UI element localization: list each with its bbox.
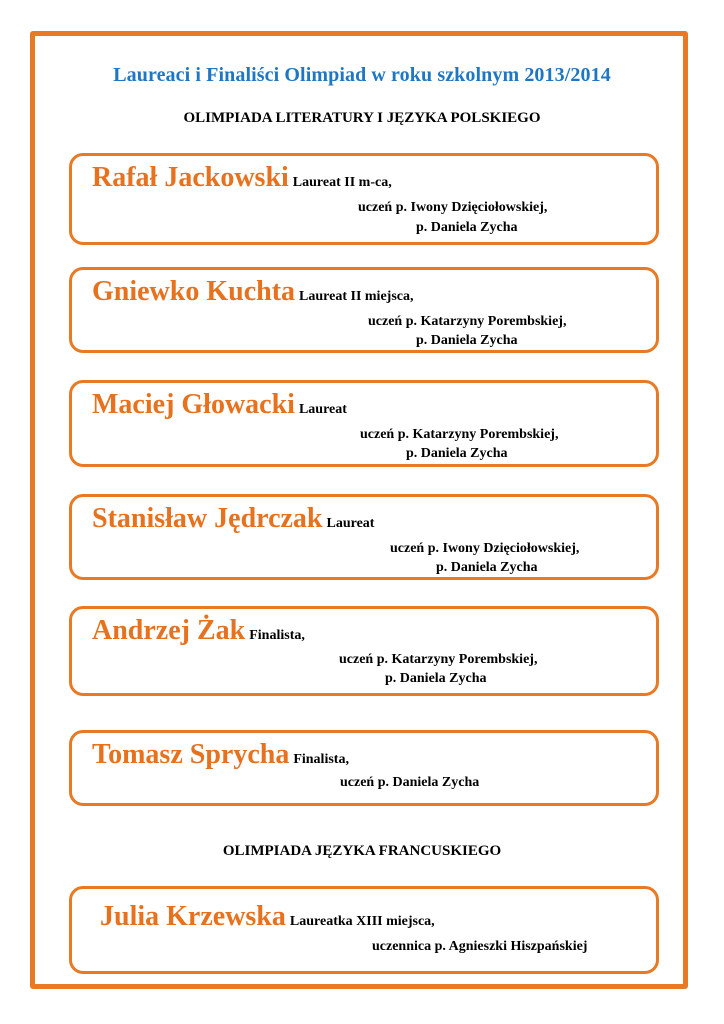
student-name: Tomasz Sprycha: [92, 739, 290, 770]
student-name: Stanisław Jędrczak: [92, 503, 323, 534]
award-label: Laureat: [298, 402, 347, 417]
award-label: Laureat: [326, 516, 375, 531]
card-header: [100, 901, 435, 933]
student-name: Julia Krzewska: [100, 901, 286, 932]
teacher-line: p. Daniela Zycha: [406, 446, 508, 461]
student-name: Andrzej Żak: [92, 615, 246, 646]
teacher-line: uczennica p. Agnieszki Hiszpańskiej: [372, 939, 588, 954]
page-title: Laureaci i Finaliści Olimpiad w roku szkolnym 2013/2014: [113, 64, 611, 86]
student-name: Maciej Głowacki: [92, 389, 295, 420]
laureate-card: [69, 494, 659, 580]
laureate-card: [69, 380, 659, 467]
laureate-card: [69, 267, 659, 353]
teacher-line: p. Daniela Zycha: [416, 333, 518, 348]
award-label: Laureat II miejsca,: [299, 289, 414, 304]
teacher-line: uczeń p. Daniela Zycha: [340, 775, 480, 790]
card-header: [92, 615, 305, 647]
award-label: Laureat II m-ca,: [292, 175, 392, 190]
section-heading-french-olympiad: OLIMPIADA JĘZYKA FRANCUSKIEGO: [222, 843, 502, 859]
laureate-card: [69, 730, 659, 806]
teacher-line: uczeń p. Katarzyny Porembskiej,: [368, 314, 567, 329]
teacher-line: p. Daniela Zycha: [385, 671, 487, 686]
card-header: [92, 739, 349, 771]
card-header: [92, 389, 347, 421]
student-name: Gniewko Kuchta: [92, 276, 296, 307]
teacher-line: p. Daniela Zycha: [416, 220, 518, 235]
card-header: [92, 503, 374, 535]
laureate-card: [69, 886, 659, 974]
laureate-card: [69, 153, 659, 245]
student-name: Rafał Jackowski: [92, 162, 289, 193]
award-label: Finalista,: [293, 752, 349, 767]
teacher-line: uczeń p. Iwony Dzięciołowskiej,: [390, 541, 580, 556]
teacher-line: uczeń p. Katarzyny Porembskiej,: [339, 652, 538, 667]
card-header: [92, 276, 413, 308]
section-heading-polish-olympiad: OLIMPIADA LITERATURY I JĘZYKA POLSKIEGO: [183, 110, 541, 126]
teacher-line: p. Daniela Zycha: [436, 560, 538, 575]
laureate-card: [69, 606, 659, 696]
award-label: Laureatka XIII miejsca,: [289, 914, 435, 929]
award-label: Finalista,: [249, 628, 305, 643]
card-header: [92, 162, 392, 194]
teacher-line: uczeń p. Katarzyny Porembskiej,: [360, 427, 559, 442]
teacher-line: uczeń p. Iwony Dzięciołowskiej,: [358, 200, 548, 215]
